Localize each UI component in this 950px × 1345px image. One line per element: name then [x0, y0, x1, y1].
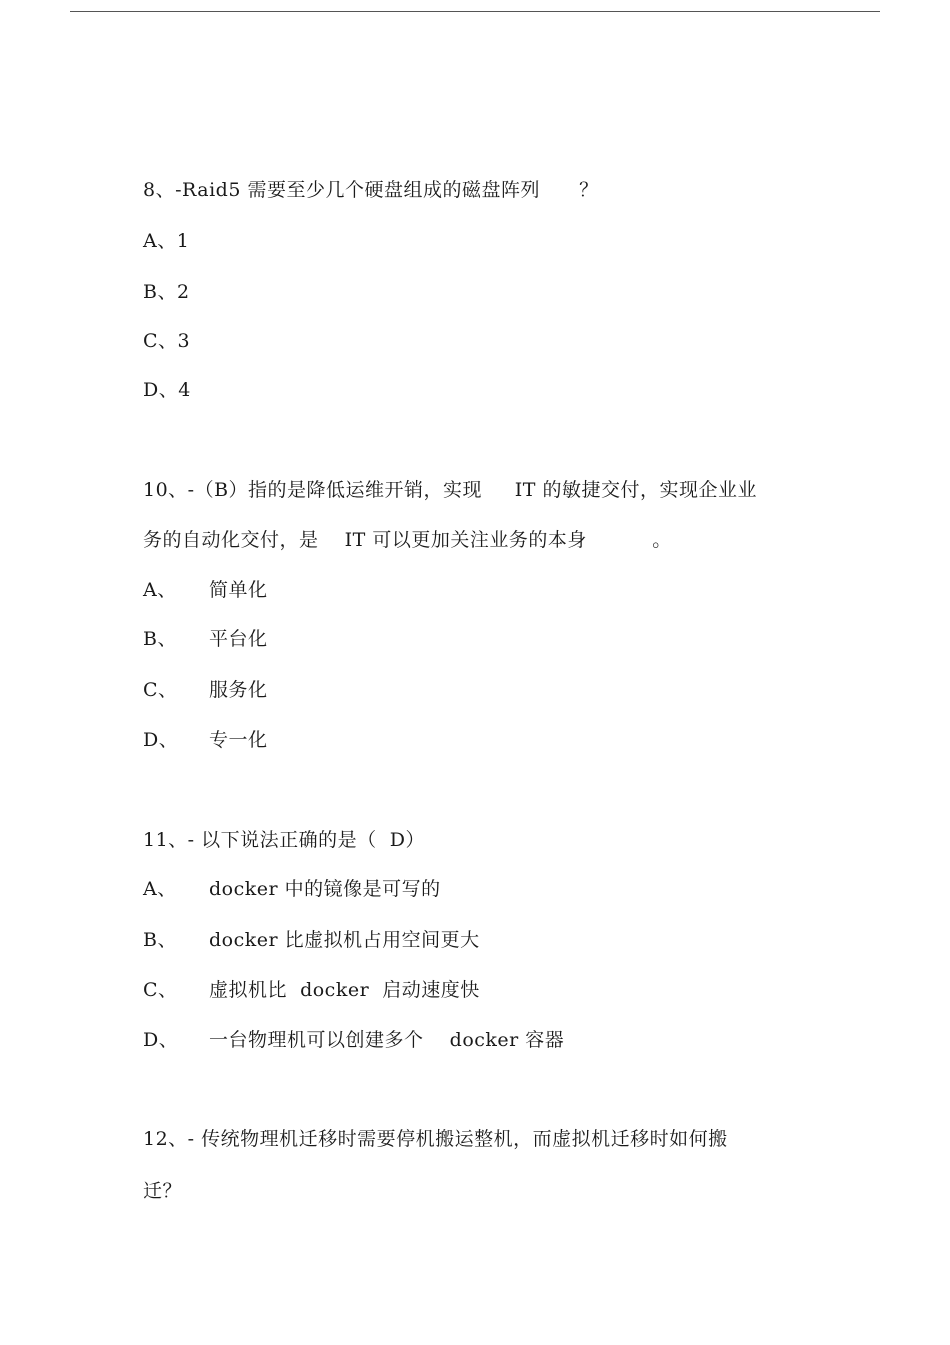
q10-option-d — [143, 728, 268, 752]
option-text: 虚拟机比 docker 启动速度快 — [209, 979, 480, 1001]
option-letter: A、 — [143, 579, 177, 601]
option-text: 平台化 — [209, 628, 268, 650]
question-10-line1: 10、-（B）指的是降低运维开销，实现 IT 的敏捷交付，实现企业业 — [143, 479, 757, 501]
option-text: 服务化 — [209, 679, 268, 701]
option-text: 专一化 — [209, 729, 268, 751]
option-letter: D、 — [143, 1029, 179, 1051]
option-letter: C、 — [143, 679, 178, 701]
q8-option-d: D、4 — [143, 379, 191, 401]
option-text: 一台物理机可以创建多个 docker 容器 — [209, 1029, 565, 1051]
question-12-line1: 12、- 传统物理机迁移时需要停机搬运整机，而虚拟机迁移时如何搬 — [143, 1128, 728, 1150]
question-11: 11、- 以下说法正确的是（ D） — [143, 829, 425, 851]
q11-option-d — [143, 1028, 564, 1052]
option-letter: B、 — [143, 929, 177, 951]
option-letter: B、 — [143, 628, 177, 650]
option-letter: D、 — [143, 729, 179, 751]
q11-option-c — [143, 978, 480, 1002]
option-text: docker 中的镜像是可写的 — [209, 878, 441, 900]
q10-option-c — [143, 678, 268, 702]
q10-option-b — [143, 627, 268, 651]
q11-option-a — [143, 877, 441, 901]
header-rule — [70, 11, 880, 12]
q11-option-b — [143, 928, 480, 952]
question-10-line2: 务的自动化交付，是 IT 可以更加关注业务的本身 。 — [143, 529, 672, 551]
q8-option-b: B、2 — [143, 281, 190, 303]
question-12-line2: 迁？ — [143, 1180, 183, 1202]
option-text: 简单化 — [209, 579, 268, 601]
option-text: docker 比虚拟机占用空间更大 — [209, 929, 480, 951]
question-8: 8、-Raid5 需要至少几个硬盘组成的磁盘阵列 ？ — [143, 179, 599, 201]
q8-option-c: C、3 — [143, 330, 191, 352]
q10-option-a — [143, 578, 268, 602]
q8-option-a: A、1 — [143, 230, 190, 252]
option-letter: C、 — [143, 979, 178, 1001]
option-letter: A、 — [143, 878, 177, 900]
